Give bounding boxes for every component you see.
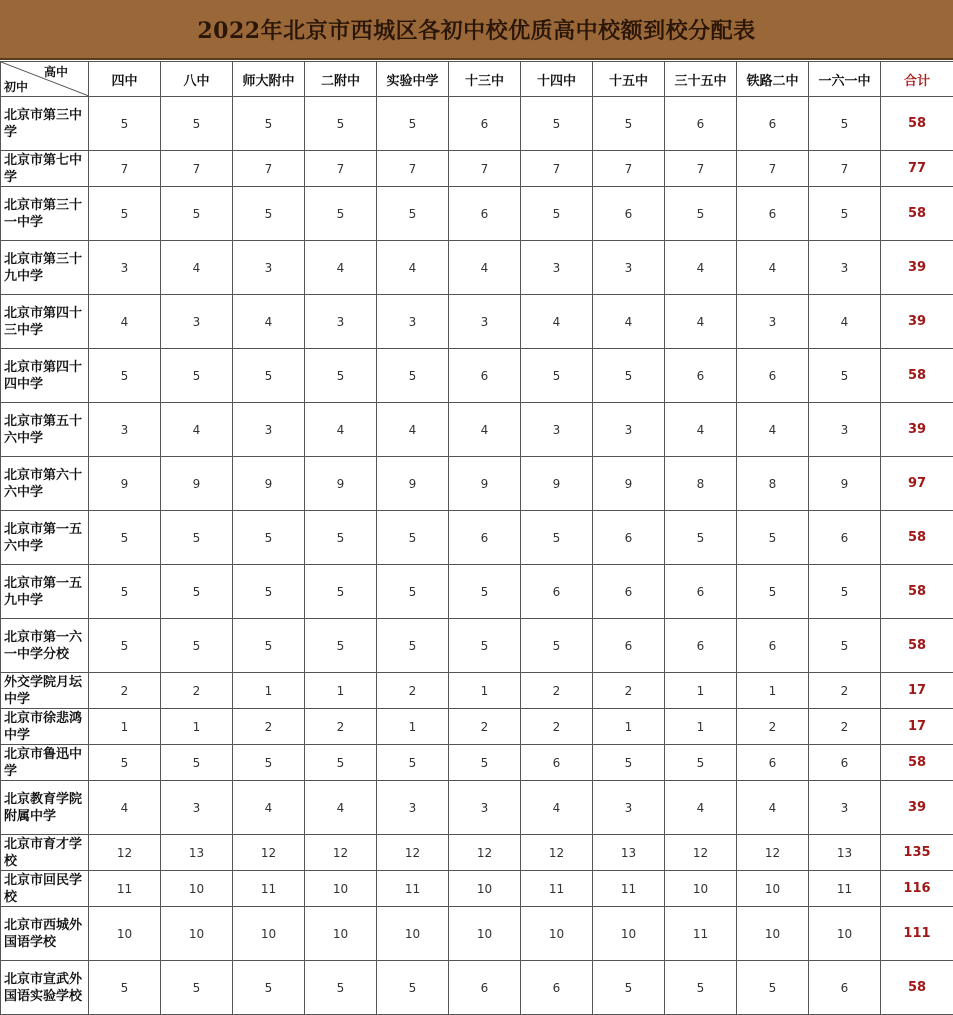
table-cell: 6 [737, 349, 809, 403]
table-cell: 2 [161, 673, 233, 709]
table-cell: 5 [89, 619, 161, 673]
table-cell: 5 [809, 97, 881, 151]
table-cell: 4 [161, 403, 233, 457]
table-cell: 4 [305, 241, 377, 295]
table-cell: 9 [377, 457, 449, 511]
row-header-school: 北京市宣武外国语实验学校 [1, 961, 89, 1015]
table-cell: 1 [665, 673, 737, 709]
row-total: 58 [881, 961, 953, 1015]
table-cell: 3 [809, 241, 881, 295]
table-cell: 4 [593, 295, 665, 349]
row-total: 39 [881, 403, 953, 457]
table-cell: 4 [377, 403, 449, 457]
table-cell: 9 [449, 457, 521, 511]
row-total: 116 [881, 871, 953, 907]
table-cell: 6 [449, 511, 521, 565]
row-header-school: 外交学院月坛中学 [1, 673, 89, 709]
row-header-school: 北京教育学院附属中学 [1, 781, 89, 835]
row-header-school: 北京市第六十六中学 [1, 457, 89, 511]
table-cell: 5 [233, 619, 305, 673]
table-cell: 3 [89, 403, 161, 457]
table-cell: 6 [809, 511, 881, 565]
table-cell: 6 [593, 619, 665, 673]
table-cell: 5 [521, 97, 593, 151]
table-cell: 10 [809, 907, 881, 961]
table-cell: 5 [665, 745, 737, 781]
row-header-school: 北京市育才学校 [1, 835, 89, 871]
table-cell: 6 [737, 97, 809, 151]
table-cell: 5 [233, 961, 305, 1015]
table-row [1, 619, 953, 673]
table-cell: 5 [305, 511, 377, 565]
table-cell: 3 [593, 241, 665, 295]
corner-label-junior: 初中 [4, 78, 28, 95]
title-bar [0, 0, 953, 60]
table-cell: 3 [449, 295, 521, 349]
table-cell: 9 [89, 457, 161, 511]
table-cell: 9 [521, 457, 593, 511]
table-cell: 5 [809, 565, 881, 619]
table-cell: 2 [89, 673, 161, 709]
table-cell: 6 [809, 745, 881, 781]
table-cell: 1 [305, 673, 377, 709]
table-cell: 3 [737, 295, 809, 349]
table-cell: 10 [737, 871, 809, 907]
table-cell: 12 [305, 835, 377, 871]
table-cell: 5 [521, 619, 593, 673]
table-cell: 12 [377, 835, 449, 871]
table-cell: 13 [161, 835, 233, 871]
table-cell: 5 [89, 97, 161, 151]
table-cell: 5 [305, 97, 377, 151]
table-cell: 5 [305, 961, 377, 1015]
column-header: 四中 [89, 62, 161, 97]
table-cell: 12 [233, 835, 305, 871]
table-cell: 2 [377, 673, 449, 709]
table-cell: 5 [809, 349, 881, 403]
row-total: 17 [881, 673, 953, 709]
column-header: 铁路二中 [737, 62, 809, 97]
table-cell: 7 [449, 151, 521, 187]
table-cell: 5 [161, 619, 233, 673]
table-cell: 5 [89, 187, 161, 241]
table-cell: 5 [377, 187, 449, 241]
table-cell: 5 [233, 349, 305, 403]
table-cell: 11 [89, 871, 161, 907]
table-cell: 5 [161, 745, 233, 781]
table-cell: 6 [521, 745, 593, 781]
table-cell: 12 [665, 835, 737, 871]
row-total: 39 [881, 241, 953, 295]
row-header-school: 北京市第四十三中学 [1, 295, 89, 349]
table-cell: 7 [809, 151, 881, 187]
table-cell: 4 [809, 295, 881, 349]
table-cell: 4 [737, 241, 809, 295]
table-cell: 5 [161, 97, 233, 151]
table-cell: 4 [521, 781, 593, 835]
table-cell: 6 [665, 97, 737, 151]
table-cell: 8 [737, 457, 809, 511]
table-cell: 9 [233, 457, 305, 511]
table-cell: 7 [161, 151, 233, 187]
table-row [1, 709, 953, 745]
table-cell: 5 [89, 745, 161, 781]
table-row [1, 961, 953, 1015]
table-cell: 5 [89, 511, 161, 565]
column-header: 一六一中 [809, 62, 881, 97]
table-cell: 6 [665, 565, 737, 619]
table-cell: 6 [521, 565, 593, 619]
table-cell: 5 [665, 511, 737, 565]
table-cell: 2 [233, 709, 305, 745]
table-cell: 2 [305, 709, 377, 745]
table-cell: 5 [737, 565, 809, 619]
table-cell: 12 [89, 835, 161, 871]
table-row [1, 781, 953, 835]
row-total: 58 [881, 97, 953, 151]
table-cell: 5 [737, 511, 809, 565]
row-header-school: 北京市第一五九中学 [1, 565, 89, 619]
column-header: 二附中 [305, 62, 377, 97]
table-cell: 2 [593, 673, 665, 709]
row-header-school: 北京市第五十六中学 [1, 403, 89, 457]
table-row [1, 457, 953, 511]
row-header-school: 北京市第一五六中学 [1, 511, 89, 565]
table-cell: 10 [593, 907, 665, 961]
table-cell: 6 [593, 187, 665, 241]
table-cell: 6 [665, 349, 737, 403]
table-cell: 6 [809, 961, 881, 1015]
table-cell: 5 [593, 961, 665, 1015]
table-cell: 5 [737, 961, 809, 1015]
row-header-school: 北京市第三中学 [1, 97, 89, 151]
table-cell: 5 [305, 187, 377, 241]
table-cell: 12 [737, 835, 809, 871]
table-cell: 9 [161, 457, 233, 511]
table-cell: 3 [161, 781, 233, 835]
table-cell: 7 [737, 151, 809, 187]
table-cell: 6 [737, 619, 809, 673]
table-cell: 10 [521, 907, 593, 961]
table-cell: 7 [89, 151, 161, 187]
table-cell: 5 [377, 565, 449, 619]
table-cell: 3 [161, 295, 233, 349]
table-row [1, 241, 953, 295]
table-cell: 5 [665, 961, 737, 1015]
table-cell: 6 [737, 745, 809, 781]
table-cell: 5 [89, 565, 161, 619]
table-cell: 5 [377, 511, 449, 565]
table-cell: 7 [665, 151, 737, 187]
table-cell: 6 [665, 619, 737, 673]
table-cell: 11 [521, 871, 593, 907]
table-cell: 4 [737, 403, 809, 457]
row-total: 58 [881, 187, 953, 241]
table-cell: 8 [665, 457, 737, 511]
table-cell: 10 [233, 907, 305, 961]
corner-label-high: 高中 [44, 63, 68, 80]
table-cell: 10 [89, 907, 161, 961]
table-cell: 3 [809, 403, 881, 457]
table-cell: 5 [89, 961, 161, 1015]
column-header: 师大附中 [233, 62, 305, 97]
table-cell: 5 [377, 745, 449, 781]
row-total: 135 [881, 835, 953, 871]
table-cell: 4 [305, 781, 377, 835]
table-cell: 5 [305, 745, 377, 781]
table-cell: 3 [449, 781, 521, 835]
column-header: 三十五中 [665, 62, 737, 97]
table-cell: 9 [305, 457, 377, 511]
table-cell: 5 [665, 187, 737, 241]
table-row [1, 187, 953, 241]
table-cell: 4 [233, 781, 305, 835]
table-cell: 4 [449, 241, 521, 295]
table-cell: 5 [233, 511, 305, 565]
table-cell: 11 [377, 871, 449, 907]
table-cell: 10 [737, 907, 809, 961]
table-cell: 5 [449, 619, 521, 673]
table-row [1, 907, 953, 961]
table-cell: 4 [665, 295, 737, 349]
table-cell: 10 [161, 907, 233, 961]
corner-cell [1, 62, 89, 97]
table-cell: 12 [449, 835, 521, 871]
table-cell: 5 [233, 565, 305, 619]
table-cell: 1 [89, 709, 161, 745]
table-cell: 6 [593, 511, 665, 565]
row-header-school: 北京市第一六一中学分校 [1, 619, 89, 673]
table-cell: 11 [809, 871, 881, 907]
row-total: 58 [881, 619, 953, 673]
row-header-school: 北京市徐悲鸿中学 [1, 709, 89, 745]
table-cell: 6 [449, 961, 521, 1015]
table-cell: 3 [89, 241, 161, 295]
table-cell: 10 [161, 871, 233, 907]
allocation-table [0, 61, 953, 1015]
table-cell: 7 [305, 151, 377, 187]
table-cell: 2 [449, 709, 521, 745]
table-cell: 5 [305, 619, 377, 673]
table-cell: 4 [665, 781, 737, 835]
table-cell: 13 [593, 835, 665, 871]
page-title: 2022年北京市西城区各初中校优质高中校额到校分配表 [197, 14, 755, 45]
table-cell: 5 [521, 349, 593, 403]
table-cell: 5 [161, 349, 233, 403]
table-row [1, 565, 953, 619]
table-cell: 5 [593, 349, 665, 403]
table-cell: 6 [737, 187, 809, 241]
table-cell: 3 [233, 241, 305, 295]
table-cell: 2 [521, 673, 593, 709]
table-cell: 2 [521, 709, 593, 745]
table-cell: 5 [809, 619, 881, 673]
table-cell: 10 [449, 871, 521, 907]
table-cell: 4 [233, 295, 305, 349]
column-header-total: 合计 [881, 62, 953, 97]
table-cell: 10 [665, 871, 737, 907]
table-cell: 5 [161, 187, 233, 241]
table-cell: 5 [161, 511, 233, 565]
table-cell: 5 [377, 961, 449, 1015]
table-cell: 6 [521, 961, 593, 1015]
table-cell: 5 [377, 349, 449, 403]
column-header: 八中 [161, 62, 233, 97]
table-cell: 5 [521, 511, 593, 565]
table-cell: 3 [521, 403, 593, 457]
table-cell: 4 [449, 403, 521, 457]
row-total: 17 [881, 709, 953, 745]
row-total: 77 [881, 151, 953, 187]
table-cell: 1 [377, 709, 449, 745]
table-cell: 1 [161, 709, 233, 745]
table-cell: 5 [305, 349, 377, 403]
table-cell: 5 [305, 565, 377, 619]
row-total: 39 [881, 295, 953, 349]
row-total: 58 [881, 511, 953, 565]
table-cell: 12 [521, 835, 593, 871]
table-row [1, 97, 953, 151]
table-cell: 7 [377, 151, 449, 187]
table-cell: 3 [377, 781, 449, 835]
table-cell: 1 [665, 709, 737, 745]
table-cell: 6 [449, 187, 521, 241]
table-row [1, 403, 953, 457]
table-cell: 7 [233, 151, 305, 187]
table-cell: 5 [377, 619, 449, 673]
table-cell: 10 [449, 907, 521, 961]
table-cell: 5 [161, 565, 233, 619]
row-header-school: 北京市第三十九中学 [1, 241, 89, 295]
table-row [1, 349, 953, 403]
table-cell: 4 [521, 295, 593, 349]
row-header-school: 北京市第三十一中学 [1, 187, 89, 241]
table-cell: 5 [233, 745, 305, 781]
table-cell: 4 [161, 241, 233, 295]
table-cell: 5 [449, 745, 521, 781]
table-cell: 3 [809, 781, 881, 835]
table-cell: 1 [449, 673, 521, 709]
table-row [1, 511, 953, 565]
table-row [1, 295, 953, 349]
table-row [1, 151, 953, 187]
table-cell: 9 [809, 457, 881, 511]
table-cell: 10 [377, 907, 449, 961]
table-cell: 4 [665, 241, 737, 295]
table-cell: 7 [521, 151, 593, 187]
table-cell: 4 [737, 781, 809, 835]
table-cell: 10 [305, 907, 377, 961]
table-row [1, 835, 953, 871]
table-cell: 6 [449, 97, 521, 151]
header-row [1, 62, 953, 97]
table-cell: 7 [593, 151, 665, 187]
row-total: 97 [881, 457, 953, 511]
row-header-school: 北京市回民学校 [1, 871, 89, 907]
table-cell: 11 [593, 871, 665, 907]
table-cell: 2 [809, 709, 881, 745]
row-total: 58 [881, 745, 953, 781]
table-cell: 4 [89, 295, 161, 349]
column-header: 实验中学 [377, 62, 449, 97]
table-cell: 3 [233, 403, 305, 457]
table-cell: 9 [593, 457, 665, 511]
column-header: 十四中 [521, 62, 593, 97]
row-header-school: 北京市鲁迅中学 [1, 745, 89, 781]
row-total: 111 [881, 907, 953, 961]
table-row [1, 871, 953, 907]
table-cell: 3 [377, 295, 449, 349]
table-cell: 6 [593, 565, 665, 619]
table-cell: 6 [449, 349, 521, 403]
row-header-school: 北京市第四十四中学 [1, 349, 89, 403]
table-cell: 13 [809, 835, 881, 871]
row-total: 58 [881, 565, 953, 619]
table-cell: 1 [593, 709, 665, 745]
table-cell: 5 [377, 97, 449, 151]
table-body [1, 97, 953, 1015]
table-cell: 4 [305, 403, 377, 457]
table-cell: 2 [809, 673, 881, 709]
table-cell: 11 [665, 907, 737, 961]
row-header-school: 北京市第七中学 [1, 151, 89, 187]
table-cell: 4 [89, 781, 161, 835]
column-header: 十三中 [449, 62, 521, 97]
table-cell: 10 [305, 871, 377, 907]
table-cell: 5 [449, 565, 521, 619]
table-cell: 3 [593, 403, 665, 457]
row-header-school: 北京市西城外国语学校 [1, 907, 89, 961]
table-cell: 1 [737, 673, 809, 709]
table-cell: 5 [233, 97, 305, 151]
table-cell: 5 [593, 97, 665, 151]
table-cell: 2 [737, 709, 809, 745]
table-cell: 5 [161, 961, 233, 1015]
table-row [1, 745, 953, 781]
table-cell: 5 [809, 187, 881, 241]
table-cell: 5 [233, 187, 305, 241]
table-cell: 3 [593, 781, 665, 835]
table-cell: 11 [233, 871, 305, 907]
table-cell: 4 [377, 241, 449, 295]
table-cell: 5 [593, 745, 665, 781]
table-cell: 1 [233, 673, 305, 709]
row-total: 58 [881, 349, 953, 403]
column-header: 十五中 [593, 62, 665, 97]
table-cell: 3 [521, 241, 593, 295]
table-cell: 3 [305, 295, 377, 349]
table-cell: 4 [665, 403, 737, 457]
table-cell: 5 [89, 349, 161, 403]
table-row [1, 673, 953, 709]
row-total: 39 [881, 781, 953, 835]
table-cell: 5 [521, 187, 593, 241]
